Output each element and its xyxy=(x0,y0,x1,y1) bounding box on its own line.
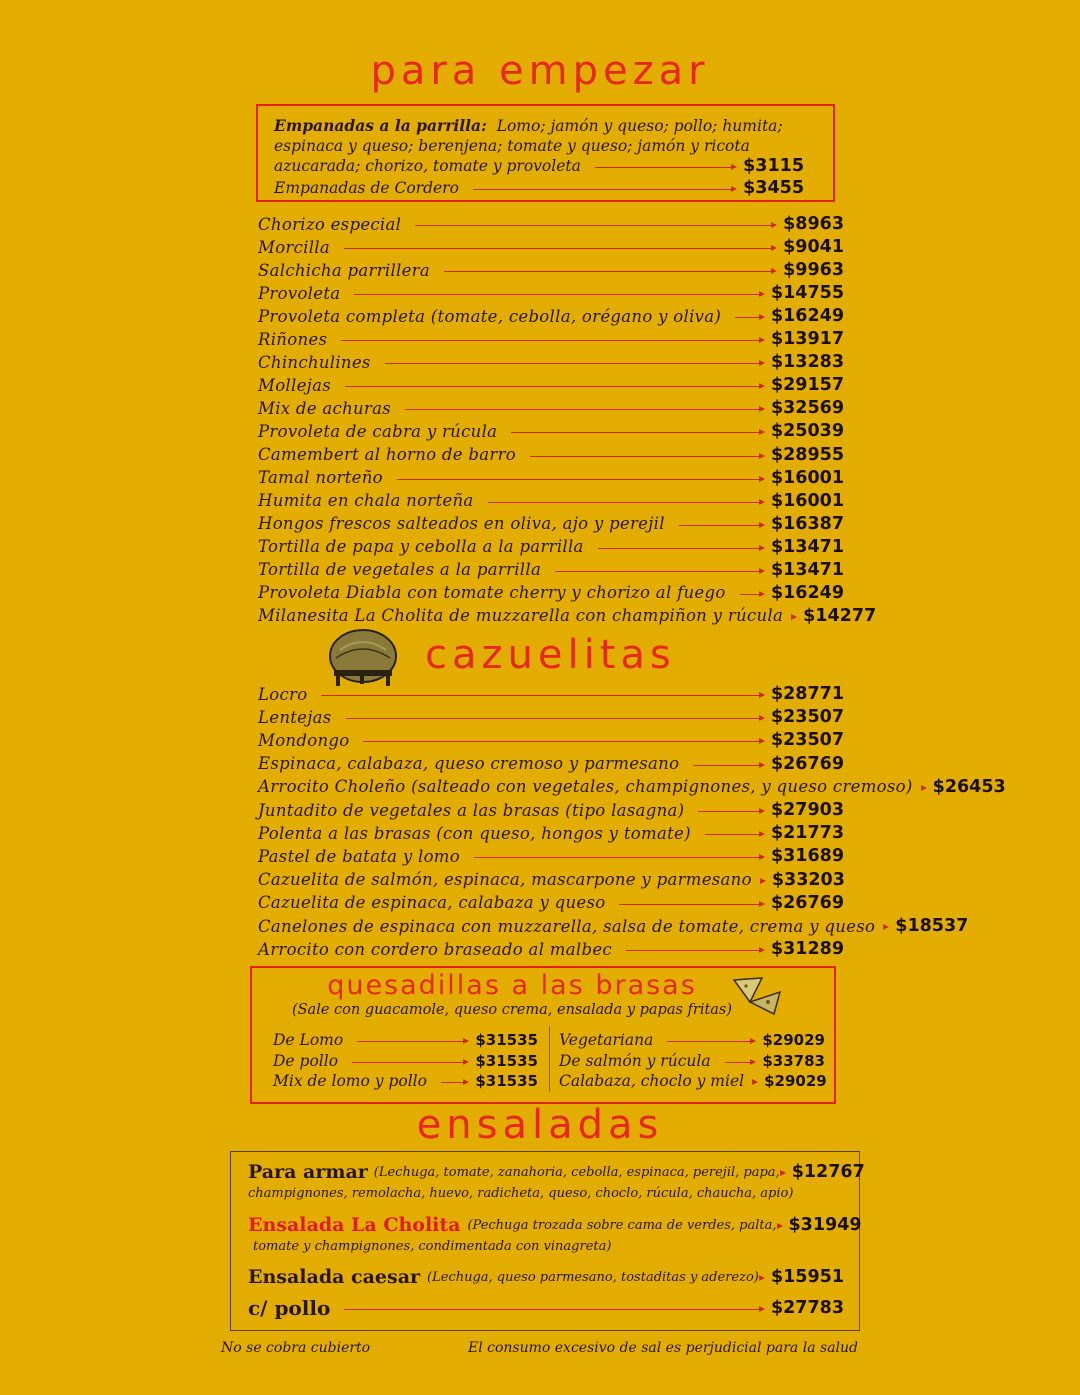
menu-item-name: Chinchulines xyxy=(258,352,371,372)
menu-item-row xyxy=(258,753,844,775)
menu-item-price: $14755 xyxy=(770,283,844,304)
leader-line xyxy=(488,502,765,504)
menu-item-name: Mollejas xyxy=(258,375,331,395)
menu-item-name: Provoleta de cabra y rúcula xyxy=(258,421,498,441)
leader-line xyxy=(441,1082,469,1084)
ensalada-caesar-row xyxy=(248,1265,844,1289)
menu-item-row xyxy=(258,374,844,396)
menu-item-price: $9963 xyxy=(783,260,844,281)
menu-item-row xyxy=(559,1070,825,1092)
menu-item-name: Milanesita La Cholita de muzzarella con champiñon y rúcula xyxy=(258,606,784,626)
ensalada-pollo-title: c/ pollo xyxy=(248,1296,331,1320)
menu-item-name: Cazuelita de espinaca, calabaza y queso xyxy=(258,893,606,913)
menu-item-row xyxy=(559,1050,825,1072)
leader-line xyxy=(354,294,765,296)
menu-item-name: De Lomo xyxy=(273,1031,344,1049)
menu-item-name: Camembert al horno de barro xyxy=(258,445,517,464)
menu-item-price: $16001 xyxy=(770,467,844,488)
menu-item-row xyxy=(258,683,844,705)
menu-item-name: Riñones xyxy=(258,329,328,349)
empanadas-desc-2: espinaca y queso; berenjena; tomate y queso; jamón y ricota xyxy=(274,137,750,155)
menu-item-name: Tortilla de papa y cebolla a la parrilla xyxy=(258,537,584,557)
footer-salt-warning: El consumo excesivo de sal es perjudicial para la salud xyxy=(467,1340,858,1356)
clay-oven-icon xyxy=(326,626,400,688)
ensalada-cholita-desc: (Pechuga trozada sobre cama de verdes, palta, xyxy=(467,1217,777,1233)
menu-item-row xyxy=(273,1070,538,1092)
menu-item-price: $29157 xyxy=(770,375,844,396)
menu-item-row xyxy=(258,799,844,821)
leader-line xyxy=(511,432,765,434)
ensalada-armar-row xyxy=(248,1160,865,1184)
menu-item-price: $33203 xyxy=(771,869,845,890)
menu-item-price: $28955 xyxy=(770,444,844,465)
leader-line xyxy=(345,386,765,388)
empanadas-box xyxy=(256,104,835,202)
menu-item-row xyxy=(258,582,844,604)
menu-item-name: Tortilla de vegetales a la parrilla xyxy=(258,560,542,580)
menu-item-row xyxy=(258,328,844,350)
menu-item-price: $29029 xyxy=(762,1031,825,1049)
menu-item-price: $31689 xyxy=(770,846,844,867)
menu-item-price: $31289 xyxy=(770,939,844,960)
menu-item-price: $16249 xyxy=(770,306,844,327)
ensalada-cholita-price: $31949 xyxy=(788,1215,862,1235)
menu-item-row xyxy=(258,559,844,581)
menu-item-row xyxy=(258,869,844,891)
menu-item-row xyxy=(258,213,844,235)
menu-item-row xyxy=(258,776,1006,798)
empanadas-cordero-price: $3455 xyxy=(743,178,804,198)
menu-item-name: Arrocito Choleño (salteado con vegetales, champignones, y queso cremoso) xyxy=(258,777,913,797)
footer-no-cubierto: No se cobra cubierto xyxy=(221,1340,371,1356)
menu-item-price: $9041 xyxy=(783,237,844,258)
menu-item-price: $31535 xyxy=(475,1072,538,1090)
menu-item-price: $14277 xyxy=(803,605,877,626)
menu-item-price: $13471 xyxy=(770,559,844,580)
leader-line xyxy=(344,1309,765,1311)
quesadillas-note: (Sale con guacamole, queso crema, ensalada y papas fritas) xyxy=(291,1002,733,1018)
leader-line xyxy=(415,225,777,227)
menu-item-price: $16001 xyxy=(770,490,844,511)
leader-line xyxy=(555,571,765,573)
menu-item-name: Cazuelita de salmón, espinaca, mascarpone y parmesano xyxy=(258,870,752,890)
quesadillas-title: quesadillas a las brasas xyxy=(327,970,697,1001)
menu-item-row xyxy=(258,420,844,442)
leader-line xyxy=(474,857,765,859)
empanadas-price-row xyxy=(274,155,804,177)
leader-line xyxy=(705,834,765,836)
quesadillas-divider xyxy=(549,1026,550,1092)
leader-line xyxy=(344,248,777,250)
ensaladas-box xyxy=(230,1151,865,1331)
menu-item-name: Salchicha parrillera xyxy=(258,260,431,280)
menu-item-row xyxy=(258,351,844,373)
menu-item-price: $18537 xyxy=(895,916,969,936)
menu-item-price: $16249 xyxy=(770,582,844,603)
menu-item-name: Hongos frescos salteados en oliva, ajo y perejil xyxy=(258,514,665,534)
menu-item-name: Provoleta completa (tomate, cebolla, orégano y oliva) xyxy=(258,306,722,326)
menu-item-row xyxy=(258,729,844,751)
leader-line xyxy=(725,1062,757,1064)
ensalada-pollo-row xyxy=(248,1295,844,1321)
quesadillas-box xyxy=(250,966,836,1104)
menu-item-name: Mondongo xyxy=(258,730,350,750)
menu-item-price: $16387 xyxy=(770,513,844,534)
menu-item-price: $31535 xyxy=(475,1051,538,1070)
leader-line xyxy=(357,1041,469,1043)
leader-line xyxy=(363,741,764,743)
menu-item-name: Mix de achuras xyxy=(258,398,392,418)
leader-line xyxy=(735,317,765,319)
menu-item-price: $8963 xyxy=(783,214,844,234)
ensalada-pollo-price: $27783 xyxy=(770,1298,844,1318)
menu-item-name: Provoleta Diabla con tomate cherry y chorizo al fuego xyxy=(258,583,726,603)
menu-item-name: Mix de lomo y pollo xyxy=(273,1072,427,1090)
menu-item-row xyxy=(559,1029,825,1051)
leader-line xyxy=(693,765,765,767)
empanadas-desc-1: Lomo; jamón y queso; pollo; humita; xyxy=(496,117,783,135)
menu-item-row xyxy=(273,1029,538,1051)
empanadas-label: Empanadas a la parrilla: xyxy=(274,116,487,135)
leader-line xyxy=(321,695,764,697)
menu-item-row xyxy=(258,444,844,466)
menu-item-row xyxy=(258,605,877,627)
leader-line xyxy=(679,525,765,527)
ensalada-armar-desc-2: champignones, remolacha, huevo, radicheta, queso, choclo, rúcula, chaucha, apio) xyxy=(248,1186,794,1201)
leader-line xyxy=(352,1062,469,1064)
leader-line xyxy=(346,718,765,720)
menu-item-name: Vegetariana xyxy=(559,1031,654,1049)
menu-item-row xyxy=(258,282,844,304)
menu-item-price: $23507 xyxy=(770,730,844,751)
empanadas-cordero-name: Empanadas de Cordero xyxy=(274,179,459,197)
menu-item-name: Lentejas xyxy=(258,707,332,727)
empanadas-cordero-row xyxy=(274,177,804,199)
menu-item-name: Polenta a las brasas (con queso, hongos y tomate) xyxy=(258,823,691,843)
ensalada-armar-price: $12767 xyxy=(791,1162,865,1182)
leader-line xyxy=(595,167,737,169)
leader-line xyxy=(385,363,765,365)
ensalada-armar-desc: (Lechuga, tomate, zanahoria, cebolla, espinaca, perejil, papa, xyxy=(373,1164,780,1180)
leader-line xyxy=(598,548,765,550)
ensalada-cholita-desc-2: tomate y champignones, condimentada con vinagreta) xyxy=(253,1239,612,1254)
ensalada-cholita-title: Ensalada La Cholita xyxy=(248,1214,461,1236)
leader-line xyxy=(341,340,765,342)
para-empezar-title: para empezar xyxy=(370,48,710,94)
menu-item-price: $13283 xyxy=(770,352,844,373)
leader-line xyxy=(405,409,765,411)
menu-item-row xyxy=(258,915,969,937)
leader-line xyxy=(444,271,777,273)
menu-item-name: Provoleta xyxy=(258,283,341,303)
menu-item-name: Tamal norteño xyxy=(258,468,383,488)
menu-item-price: $27903 xyxy=(770,800,844,820)
menu-item-row xyxy=(258,706,844,728)
leader-line xyxy=(667,1041,756,1043)
menu-item-name: Juntadito de vegetales a las brasas (tipo lasagna) xyxy=(258,800,685,820)
leader-line xyxy=(397,479,765,481)
leader-line xyxy=(619,904,764,906)
menu-item-row xyxy=(258,305,844,327)
menu-item-name: Calabaza, choclo y miel xyxy=(559,1072,745,1090)
menu-item-row xyxy=(258,490,844,512)
menu-item-price: $13917 xyxy=(770,329,844,350)
menu-item-row xyxy=(273,1050,538,1072)
menu-item-price: $25039 xyxy=(770,421,844,442)
ensalada-cholita-row xyxy=(248,1213,862,1237)
menu-item-row xyxy=(258,513,844,535)
leader-line xyxy=(626,950,765,952)
empanadas-line-1 xyxy=(274,116,783,135)
menu-item-row xyxy=(258,259,844,281)
menu-item-price: $32569 xyxy=(770,398,844,419)
quesadilla-icon xyxy=(728,972,788,1016)
menu-item-row xyxy=(258,467,844,489)
menu-item-row xyxy=(258,822,844,844)
empanadas-desc-3: azucarada; chorizo, tomate y provoleta xyxy=(274,157,581,175)
menu-item-price: $26769 xyxy=(770,753,844,774)
menu-item-name: Canelones de espinaca con muzzarella, salsa de tomate, crema y queso xyxy=(258,916,876,936)
empanadas-price: $3115 xyxy=(743,156,804,176)
menu-item-row xyxy=(258,892,844,914)
menu-item-row xyxy=(258,236,844,258)
menu-item-price: $21773 xyxy=(770,823,844,844)
menu-item-price: $29029 xyxy=(764,1072,827,1090)
ensaladas-title: ensaladas xyxy=(416,1102,664,1148)
menu-item-price: $31535 xyxy=(475,1031,538,1049)
cazuelitas-title: cazuelitas xyxy=(425,632,676,678)
menu-item-name: De pollo xyxy=(273,1051,339,1070)
menu-item-name: Pastel de batata y lomo xyxy=(258,846,460,866)
menu-item-row xyxy=(258,397,844,419)
menu-item-name: Arrocito con cordero braseado al malbec xyxy=(258,939,612,959)
ensalada-caesar-desc: (Lechuga, queso parmesano, tostaditas y aderezo) xyxy=(427,1269,759,1285)
menu-item-name: Morcilla xyxy=(258,237,331,257)
menu-item-name: De salmón y rúcula xyxy=(559,1051,711,1070)
ensalada-caesar-title: Ensalada caesar xyxy=(248,1266,421,1288)
menu-item-row xyxy=(258,938,844,960)
menu-item-price: $23507 xyxy=(770,707,844,728)
menu-item-price: $28771 xyxy=(770,684,844,704)
menu-item-row xyxy=(258,845,844,867)
menu-item-name: Humita en chala norteña xyxy=(258,491,474,511)
menu-item-price: $13471 xyxy=(770,536,844,557)
ensalada-caesar-price: $15951 xyxy=(770,1267,844,1287)
menu-item-name: Locro xyxy=(258,684,308,704)
menu-item-price: $26769 xyxy=(770,892,844,913)
menu-item-row xyxy=(258,536,844,558)
menu-item-name: Chorizo especial xyxy=(258,214,402,234)
menu-item-price: $33783 xyxy=(762,1051,825,1070)
leader-line xyxy=(530,456,765,458)
menu-item-name: Espinaca, calabaza, queso cremoso y parmesano xyxy=(258,754,680,774)
leader-line xyxy=(698,811,765,813)
ensalada-armar-title: Para armar xyxy=(248,1161,368,1183)
menu-item-price: $26453 xyxy=(932,776,1006,797)
leader-line xyxy=(473,189,737,191)
leader-line xyxy=(740,594,765,596)
